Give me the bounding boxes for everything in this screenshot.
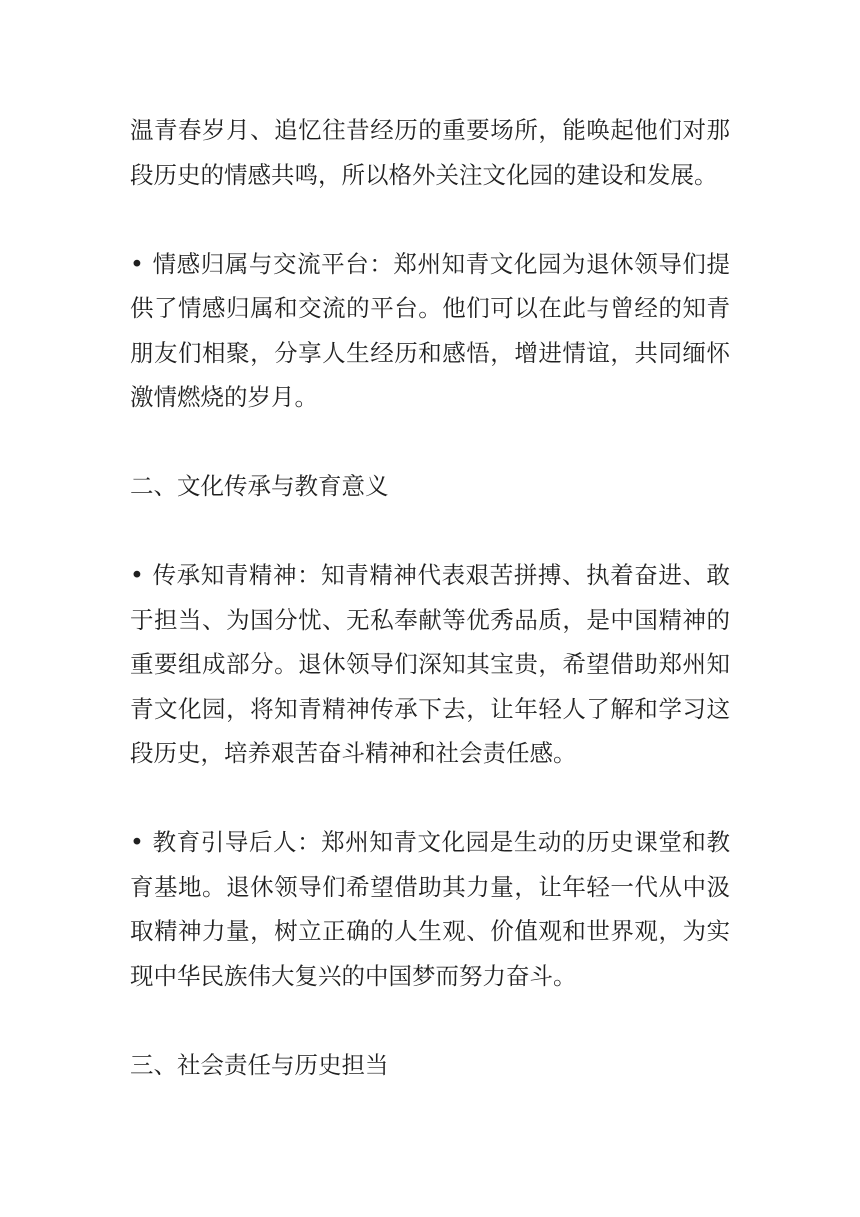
- bullet-text: 情感归属与交流平台：郑州知青文化园为退休领导们提供了情感归属和交流的平台。他们可以在此与曾经的知青朋友们相聚，分享人生经历和感悟，增进情谊，共同缅怀激情燃烧的岁月。: [130, 249, 730, 411]
- bullet-text: 教育引导后人：郑州知青文化园是生动的历史课堂和教育基地。退休领导们希望借助其力量，让年轻一代从中汲取精神力量，树立正确的人生观、价值观和世界观，为实现中华民族伟大复兴的中国梦而努力奋斗。: [130, 828, 730, 990]
- paragraph-intro: 温青春岁月、追忆往昔经历的重要场所，能唤起他们对那段历史的情感共鸣，所以格外关注文化园的建设和发展。: [130, 116, 730, 189]
- bullet-icon: •: [130, 561, 144, 589]
- bullet-text: 传承知青精神：知青精神代表艰苦拼搏、执着奋进、敢于担当、为国分忧、无私奉献等优秀品质，是中国精神的重要组成部分。退休领导们深知其宝贵，希望借助郑州知青文化园，将知青精神传承下去，让年轻人了解和学习这段历史，培养艰苦奋斗精神和社会责任感。: [130, 561, 730, 767]
- bullet-education-guidance: [130, 820, 730, 998]
- section-heading-2: 二、文化传承与教育意义: [130, 472, 389, 500]
- bullet-inherit-spirit: [130, 553, 730, 776]
- bullet-emotional-belonging: [130, 242, 730, 420]
- document-page: [130, 108, 730, 1087]
- bullet-icon: •: [130, 828, 144, 856]
- section-heading-3: 三、社会责任与历史担当: [130, 1050, 389, 1079]
- bullet-icon: •: [130, 249, 144, 278]
